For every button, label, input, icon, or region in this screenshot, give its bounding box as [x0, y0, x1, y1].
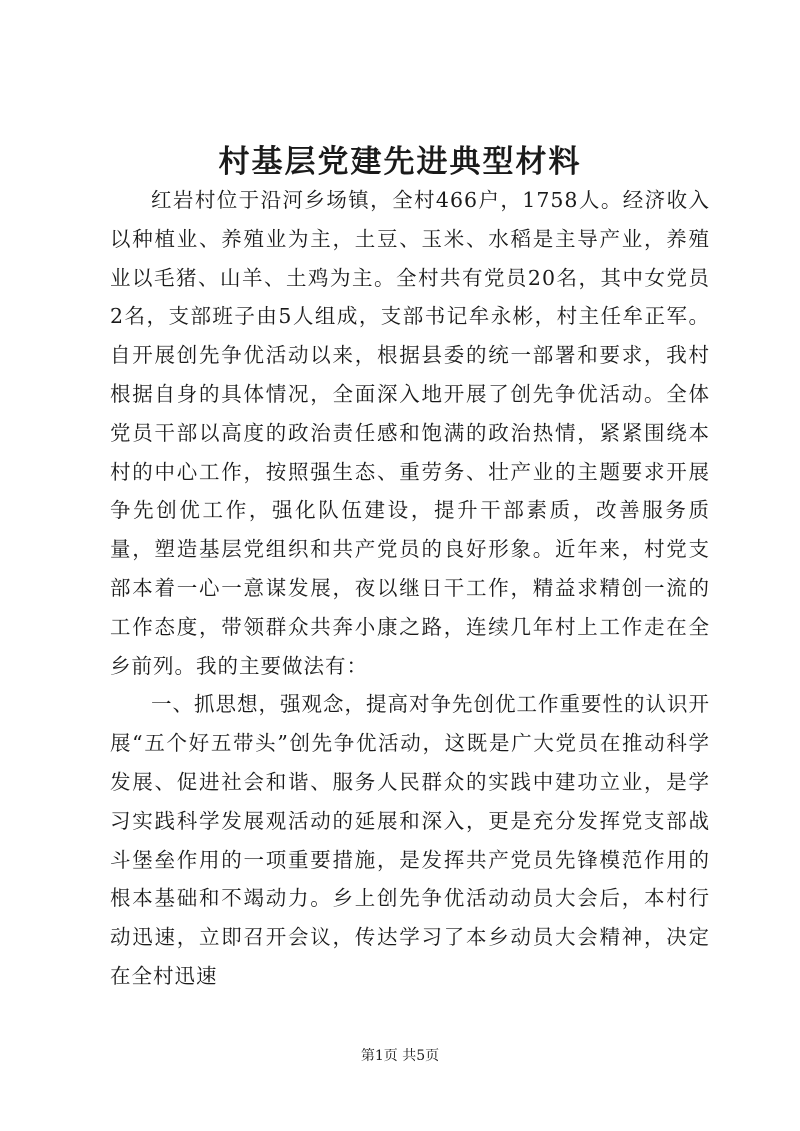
page-number-footer: 第1页 共5页: [360, 1048, 440, 1064]
paragraph-section-one: 一、抓思想，强观念，提高对争先创优工作重要性的认识开展“五个好五带头”创先争优活动，这既是广大党员在推动科学发展、促进社会和谐、服务人民群众的实践中建功立业，是学习实践科学发展观活动的延展和深入，更是充分发挥党支部战斗堡垒作用的一项重要措施，是发挥共产党员先锋模范作用的根本基础和不竭动力。乡上创先争优活动动员大会后，本村行动迅速，立即召开会议，传达学习了本乡动员大会精神，决定在全村迅速: [110, 692, 710, 988]
document-title: 村基层党建先进典型材料: [218, 144, 582, 180]
document-body: [110, 181, 710, 996]
paragraph-intro: 红岩村位于沿河乡场镇，全村466户，1758人。经济收入以种植业、养殖业为主，土豆、玉米、水稻是主导产业，养殖业以毛猪、山羊、土鸡为主。全村共有党员20名，其中女党员2名，支部班子由5人组成，支部书记牟永彬，村主任牟正军。自开展创先争优活动以来，根据县委的统一部署和要求，我村根据自身的具体情况，全面深入地开展了创先争优活动。全体党员干部以高度的政治责任感和饱满的政治热情，紧紧围绕本村的中心工作，按照强生态、重劳务、壮产业的主题要求开展争先创优工作，强化队伍建设，提升干部素质，改善服务质量，塑造基层党组织和共产党员的良好形象。近年来，村党支部本着一心一意谋发展，夜以继日干工作，精益求精创一流的工作态度，带领群众共奔小康之路，连续几年村上工作走在全乡前列。我的主要做法有：: [110, 188, 710, 678]
